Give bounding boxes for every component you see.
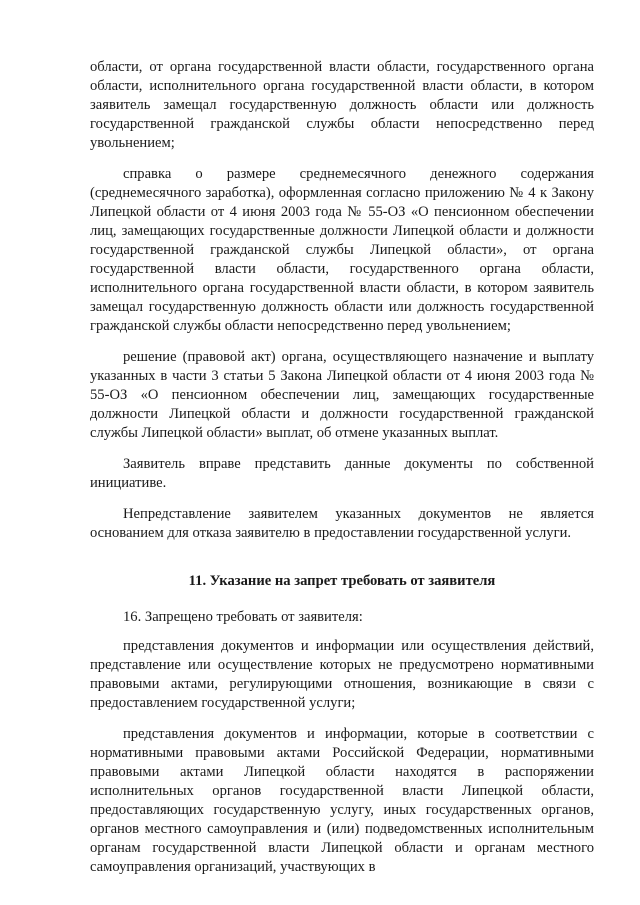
paragraph-prohibition-2: представления документов и информации, которые в соответствии с нормативными правовыми актами Российской Федерации, нормативными правовыми актами Липецкой области находятся в распоряжении исполнительных органов государственной власти Липецкой области, предоставляющих государственную услугу, иных государственных органов, органов местного самоуправления и (или) подведомственных исполнительным органам государственной власти Липецкой области и органам местного самоуправления организаций, участвующих в (90, 726, 594, 875)
paragraph-continuation: области, от органа государственной власти области, государственного органа области, исполнительного органа государственной власти области, в котором заявитель замещал государственную должность области или должность государственной гражданской службы области непосредственно перед увольнением; (90, 59, 594, 151)
document-page (90, 58, 594, 877)
paragraph-prohibition-1: представления документов и информации или осуществления действий, представление или осуществление которых не предусмотрено нормативными правовыми актами, регулирующими отношения, возникающие в связи с предоставлением государственной услуги; (90, 638, 594, 711)
paragraph-item-16: 16. Запрещено требовать от заявителя: (123, 609, 363, 625)
section-heading: 11. Указание на запрет требовать от заявителя (188, 573, 496, 589)
paragraph-decision-act: решение (правовой акт) органа, осуществляющего назначение и выплату указанных в части 3 статьи 5 Закона Липецкой области от 4 июня 2003 года № 55-ОЗ «О пенсионном обеспечении лиц, замещающих государственные должности Липецкой области и должности государственной гражданской службы Липецкой области» выплат, об отмене указанных выплат. (90, 349, 594, 441)
paragraph-non-submission: Непредставление заявителем указанных документов не является основанием для отказа заявителю в предоставлении государственной услуги. (90, 506, 594, 541)
paragraph-salary-certificate: справка о размере среднемесячного денежного содержания (среднемесячного заработка), оформленная согласно приложению № 4 к Закону Липецкой области от 4 июня 2003 года № 55-ОЗ «О пенсионном обеспечении лиц, замещающих государственные должности Липецкой области и должности государственной гражданской службы Липецкой области», от органа государственной власти области, государственного органа области, исполнительного органа государственной власти области, в котором заявитель замещал государственную должность области или должность государственной гражданской службы области непосредственно перед увольнением; (90, 166, 594, 334)
paragraph-own-initiative: Заявитель вправе представить данные документы по собственной инициативе. (90, 456, 594, 491)
